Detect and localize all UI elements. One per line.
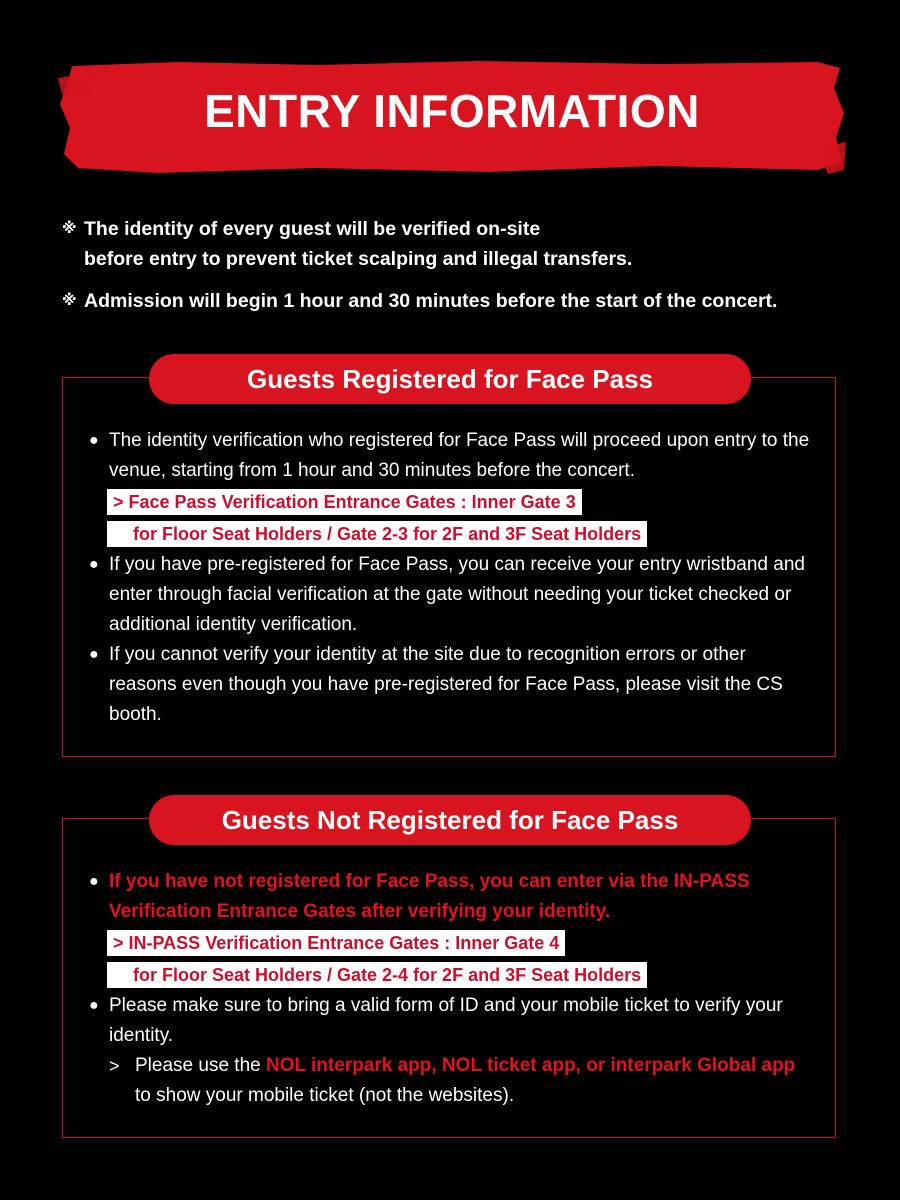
- item-text: The identity verification who registered for Face Pass will proceed upon entry to the venue, starting from 1 hour and 30 minutes before the concert.: [109, 430, 810, 481]
- item-text: If you have pre-registered for Face Pass, you can receive your entry wristband and enter through facial verification at the gate without needing your ticket checked or additional identity verification.: [109, 554, 805, 635]
- highlight-line: > IN-PASS Verification Entrance Gates : Inner Gate 4: [107, 930, 565, 956]
- item-text: If you have not registered for Face Pass, you can enter via the IN-PASS Verification Entrance Gates after verifying your identity.: [109, 871, 750, 922]
- note-text: before entry to prevent ticket scalping and illegal transfers.: [84, 248, 633, 270]
- highlight-line: for Floor Seat Holders / Gate 2-3 for 2F and 3F Seat Holders: [107, 521, 647, 547]
- section-heading: Guests Registered for Face Pass: [149, 354, 751, 404]
- app-names: NOL interpark app, NOL ticket app, or interpark Global app: [265, 1055, 796, 1076]
- bullet-icon: ●: [89, 556, 99, 573]
- list-item: [89, 550, 815, 640]
- title-banner: [58, 58, 846, 176]
- highlight-line: for Floor Seat Holders / Gate 2-4 for 2F and 3F Seat Holders: [107, 962, 647, 988]
- registered-section: [62, 363, 836, 757]
- gate-highlight: [107, 927, 815, 991]
- chevron-right-icon: >: [109, 1056, 120, 1076]
- app-note-suffix: to show your mobile ticket (not the websites).: [135, 1085, 515, 1106]
- list-item: [89, 640, 815, 730]
- item-text: If you cannot verify your identity at the site due to recognition errors or other reasons even though you have pre-registered for Face Pass, please visit the CS booth.: [109, 644, 783, 725]
- note-text: The identity of every guest will be verified on-site: [84, 218, 541, 240]
- list-item: [89, 991, 815, 1111]
- item-text: Please make sure to bring a valid form of ID and your mobile ticket to verify your identity.: [109, 995, 783, 1046]
- reference-mark-icon: ※: [62, 220, 77, 237]
- list-item: [89, 426, 815, 550]
- gate-highlight: [107, 486, 815, 550]
- bullet-icon: ●: [89, 997, 99, 1014]
- bullet-icon: ●: [89, 873, 99, 890]
- bullet-icon: ●: [89, 432, 99, 449]
- note-text: Admission will begin 1 hour and 30 minutes before the start of the concert.: [84, 290, 778, 312]
- note-identity: [62, 214, 862, 274]
- bullet-icon: ●: [89, 646, 99, 663]
- page-title: ENTRY INFORMATION: [204, 85, 700, 137]
- not-registered-list: [89, 867, 815, 1111]
- list-item: [89, 867, 815, 991]
- highlight-line: > Face Pass Verification Entrance Gates : Inner Gate 3: [107, 489, 582, 515]
- section-heading: Guests Not Registered for Face Pass: [149, 795, 751, 845]
- app-note-prefix: Please use the: [135, 1055, 266, 1076]
- registered-list: [89, 426, 815, 730]
- note-admission: [62, 286, 862, 316]
- app-note: [109, 1051, 815, 1111]
- reference-mark-icon: ※: [62, 292, 77, 309]
- not-registered-section: [62, 804, 836, 1138]
- general-notes: [62, 214, 862, 328]
